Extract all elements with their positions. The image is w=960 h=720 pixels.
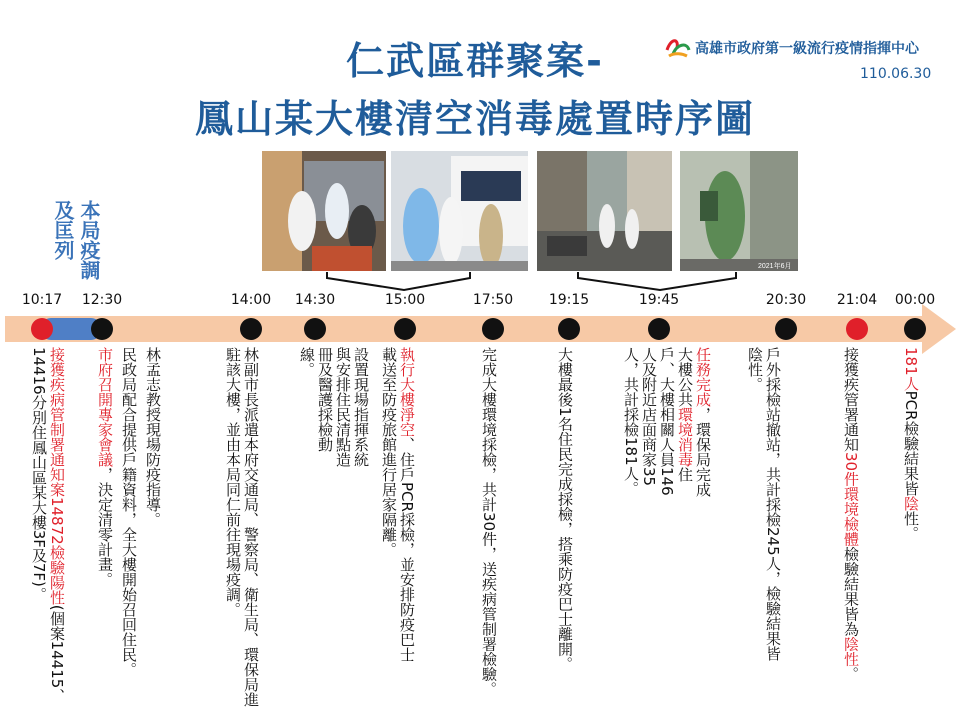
event-description — [30, 347, 66, 717]
time-label: 19:45 — [638, 292, 680, 308]
event-description — [842, 347, 860, 687]
event-text: 完成大樓環境採檢，共計30件，送疾病管制署檢驗。 — [480, 347, 498, 697]
time-label: 19:15 — [548, 292, 590, 308]
event-description — [556, 347, 574, 717]
time-label: 21:04 — [836, 292, 878, 308]
event-description — [120, 347, 138, 697]
event-description — [622, 347, 712, 497]
time-label: 15:00 — [384, 292, 426, 308]
event-description — [96, 347, 114, 607]
event-text: 環境消毒 — [676, 407, 694, 467]
timeline-dot — [394, 318, 416, 340]
event-text: 檢驗結果皆為 — [842, 546, 860, 637]
timeline-dot — [31, 318, 53, 340]
event-text: 陰 — [902, 495, 920, 511]
event-text: 接獲疾管署通知 — [842, 347, 860, 452]
event-description — [298, 347, 370, 467]
event-text: 戶外採檢站撤站，共計採檢245人，檢驗結果皆陰性。 — [746, 347, 782, 661]
event-text: 、住戶PCR採檢，並安排防疫巴士載送至防疫旅館進行居家隔離。 — [380, 347, 416, 662]
event-text: 住戶、大樓相關人員146人及附近店面商家35人，共計採檢181人。 — [622, 347, 694, 496]
timeline-dot — [648, 318, 670, 340]
report-date: 110.06.30 — [860, 66, 932, 82]
connector-1500 — [327, 272, 470, 290]
timeline-dot — [304, 318, 326, 340]
event-text: 市府召開專家會議 — [96, 347, 114, 467]
time-label: 17:50 — [472, 292, 514, 308]
timeline-dot — [91, 318, 113, 340]
time-label: 14:00 — [230, 292, 272, 308]
event-text: 林孟志教授現場防疫指導。 — [144, 347, 162, 527]
label-quarantine: 及匡列 — [51, 200, 75, 260]
timeline-dot — [846, 318, 868, 340]
event-description — [144, 347, 162, 547]
event-text: 民政局配合提供戶籍資料，全大樓開始召回住民。 — [120, 347, 138, 677]
event-text: 執行大樓淨空 — [398, 347, 416, 437]
event-description — [380, 347, 416, 667]
event-text: 設置現場指揮系統與安排住民清點造冊及醫護採檢動線。 — [298, 347, 370, 467]
event-text: ，決定清零計畫。 — [96, 467, 114, 587]
timeline-arrow-icon — [922, 304, 956, 354]
event-text: (個案14415、14416分別住鳳山區某大樓3F及7F)。 — [30, 347, 66, 704]
timeline-dot — [558, 318, 580, 340]
event-description — [746, 347, 782, 667]
event-text: PCR檢驗結果皆 — [902, 390, 920, 496]
event-text: 陰性 — [842, 636, 860, 667]
page-title-line2: 鳳山某大樓清空消毒處置時序圖 — [194, 97, 755, 141]
timeline-dot — [482, 318, 504, 340]
event-description — [480, 347, 498, 717]
event-text: 181人 — [902, 347, 920, 391]
event-description — [902, 347, 920, 547]
timeline-dot — [904, 318, 926, 340]
photo-caption: 2021年6月 — [758, 263, 792, 270]
event-description — [224, 347, 260, 717]
time-label: 20:30 — [765, 292, 807, 308]
event-text: 接獲疾病管制署通知案14872檢驗陽性 — [48, 347, 66, 605]
event-text: 大樓最後1名住民完成採檢，搭乘防疫巴士離開。 — [556, 347, 574, 672]
time-label: 12:30 — [81, 292, 123, 308]
event-text: 。 — [842, 666, 860, 682]
time-label: 10:17 — [21, 292, 63, 308]
timeline-dot — [240, 318, 262, 340]
page-title-line1: 仁武區群聚案- — [346, 39, 604, 83]
timeline-dot — [775, 318, 797, 340]
time-label: 14:30 — [294, 292, 336, 308]
event-text: 性。 — [902, 510, 920, 541]
label-investigation: 本局疫調 — [77, 200, 101, 280]
event-text: 任務完成 — [694, 347, 712, 407]
organization-label: 高雄市政府第一級流行疫情指揮中心 — [695, 41, 919, 57]
event-text: ，環保局完成大樓公共 — [676, 347, 712, 497]
event-text: 30件環境檢體 — [842, 452, 860, 547]
time-label: 00:00 — [894, 292, 936, 308]
connector-1945 — [578, 272, 736, 290]
event-text: 林副市長派遣本府交通局、警察局、衛生局、環保局進駐該大樓，並由本局同仁前往現場疫調。 — [224, 347, 260, 707]
